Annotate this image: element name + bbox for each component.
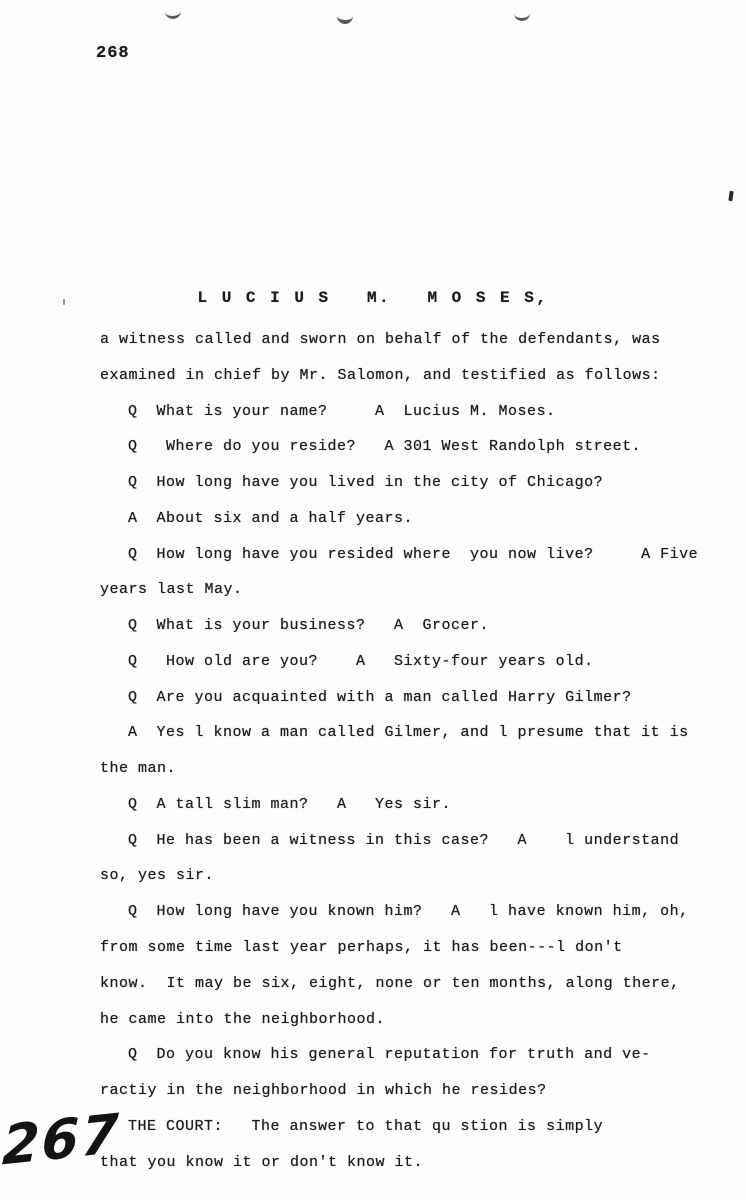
transcript-line: so, yes sir. <box>100 867 215 885</box>
transcript-line: know. It may be six, eight, none or ten months, along there, <box>100 974 680 992</box>
witness-name-title: L U C I U S M. M O S E S, <box>197 289 549 307</box>
binder-mark-icon <box>514 6 531 22</box>
binder-mark-icon <box>337 8 354 25</box>
transcript-line: ractiy in the neighborhood in which he resides? <box>100 1082 547 1100</box>
page-number-top: 268 <box>96 44 130 63</box>
transcript-line: THE COURT: The answer to that qu stion is simply <box>128 1117 604 1135</box>
transcript-line: Q What is your business? A Grocer. <box>128 617 490 635</box>
transcript-line: Q Do you know his general reputation for truth and ve- <box>128 1046 651 1064</box>
transcript-line: Q How long have you lived in the city of Chicago? <box>128 474 604 492</box>
transcript-line: Q A tall slim man? A Yes sir. <box>128 795 452 813</box>
transcript-body <box>100 322 710 1180</box>
transcript-line: that you know it or don't know it. <box>100 1153 424 1171</box>
transcript-line: the man. <box>100 760 177 778</box>
transcript-line: A Yes l know a man called Gilmer, and l presume that it is <box>128 724 689 742</box>
transcript-line: Q Where do you reside? A 301 West Randolph street. <box>128 438 642 456</box>
ink-speck <box>728 191 733 201</box>
transcript-line: Q He has been a witness in this case? A l understand <box>128 831 680 849</box>
transcript-line: A About six and a half years. <box>128 509 414 527</box>
transcript-line: Q Are you acquainted with a man called Harry Gilmer? <box>128 688 632 706</box>
transcript-line: examined in chief by Mr. Salomon, and testified as follows: <box>100 366 661 384</box>
transcript-line: a witness called and sworn on behalf of the defendants, was <box>100 331 661 348</box>
binder-mark-icon <box>164 3 181 19</box>
transcript-line: Q How long have you known him? A l have known him, oh, <box>128 903 689 921</box>
transcript-line: he came into the neighborhood. <box>100 1010 386 1028</box>
transcript-line: Q How old are you? A Sixty-four years old. <box>128 652 594 670</box>
transcript-line: from some time last year perhaps, it has been---l don't <box>100 939 623 957</box>
transcript-line: Q What is your name? A Lucius M. Moses. <box>128 402 556 420</box>
handwritten-page-number: 267 <box>1 1101 122 1178</box>
transcript-line: years last May. <box>100 581 243 599</box>
transcript-line: Q How long have you resided where you now live? A Five <box>128 545 699 563</box>
